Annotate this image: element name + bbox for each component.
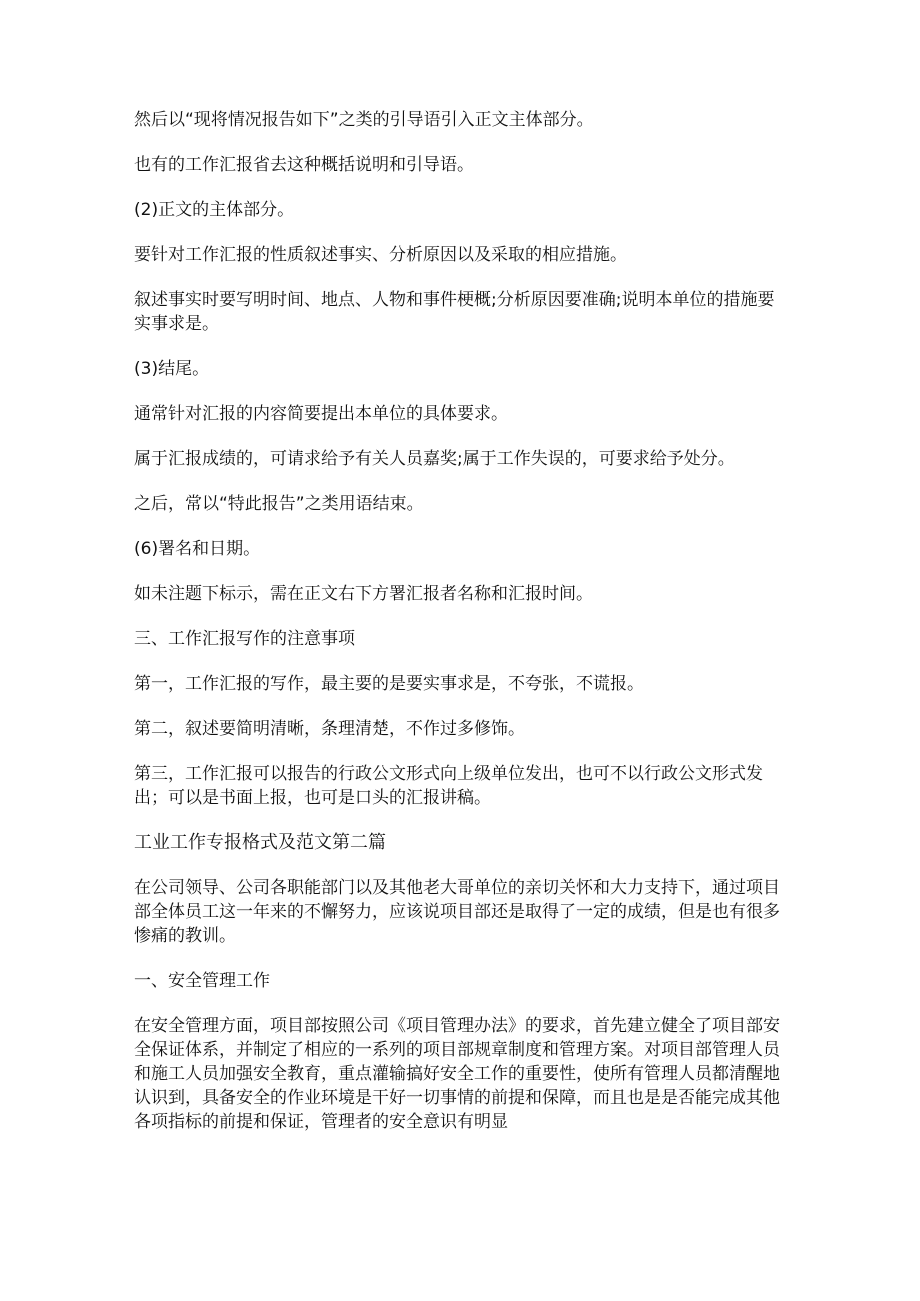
section-heading: 三、工作汇报写作的注意事项: [134, 629, 355, 649]
paragraph: 第二，叙述要简明清晰，条理清楚，不作过多修饰。: [134, 719, 525, 739]
paragraph: 之后，常以“特此报告”之类用语结束。: [134, 494, 424, 514]
paragraph: (2)正文的主体部分。: [134, 200, 295, 220]
article-title: 工业工作专报格式及范文第二篇: [134, 832, 386, 853]
paragraph: 属于汇报成绩的，可请求给予有关人员嘉奖;属于工作失误的，可要求给予处分。: [134, 449, 735, 469]
paragraph: 第三，工作汇报可以报告的行政公文形式向上级单位发出，也可不以行政公文形式发出；可以是书面上报，也可是口头的汇报讲稿。: [134, 764, 763, 808]
paragraph: 通常针对汇报的内容简要提出本单位的具体要求。: [134, 404, 508, 424]
paragraph: 在安全管理方面，项目部按照公司《项目管理办法》的要求，首先建立健全了项目部安全保证体系，并制定了相应的一系列的项目部规章制度和管理方案。对项目部管理人员和施工人员加强安全教育，重点灌输搞好安全工作的重要性，使所有管理人员都清醒地认识到，具备安全的作业环境是干好一切事情的前提和保障，而且也是是否能完成其他各项指标的前提和保证，管理者的安全意识有明显: [134, 1016, 780, 1132]
section-heading: 一、安全管理工作: [134, 971, 270, 991]
paragraph: 叙述事实时要写明时间、地点、人物和事件梗概;分析原因要准确;说明本单位的措施要实事求是。: [134, 290, 775, 334]
paragraph: 在公司领导、公司各职能部门以及其他老大哥单位的亲切关怀和大力支持下，通过项目部全体员工这一年来的不懈努力，应该说项目部还是取得了一定的成绩，但是也有很多惨痛的教训。: [134, 878, 780, 946]
paragraph: (3)结尾。: [134, 359, 210, 379]
paragraph: 也有的工作汇报省去这种概括说明和引导语。: [134, 155, 474, 175]
paragraph: 然后以“现将情况报告如下”之类的引导语引入正文主体部分。: [134, 110, 594, 130]
paragraph: (6)署名和日期。: [134, 539, 261, 559]
document-body: [134, 108, 789, 1155]
paragraph: 如未注题下标示，需在正文右下方署汇报者名称和汇报时间。: [134, 584, 593, 604]
paragraph: 要针对工作汇报的性质叙述事实、分析原因以及采取的相应措施。: [134, 245, 627, 265]
paragraph: 第一，工作汇报的写作，最主要的是要实事求是，不夸张，不谎报。: [134, 674, 644, 694]
